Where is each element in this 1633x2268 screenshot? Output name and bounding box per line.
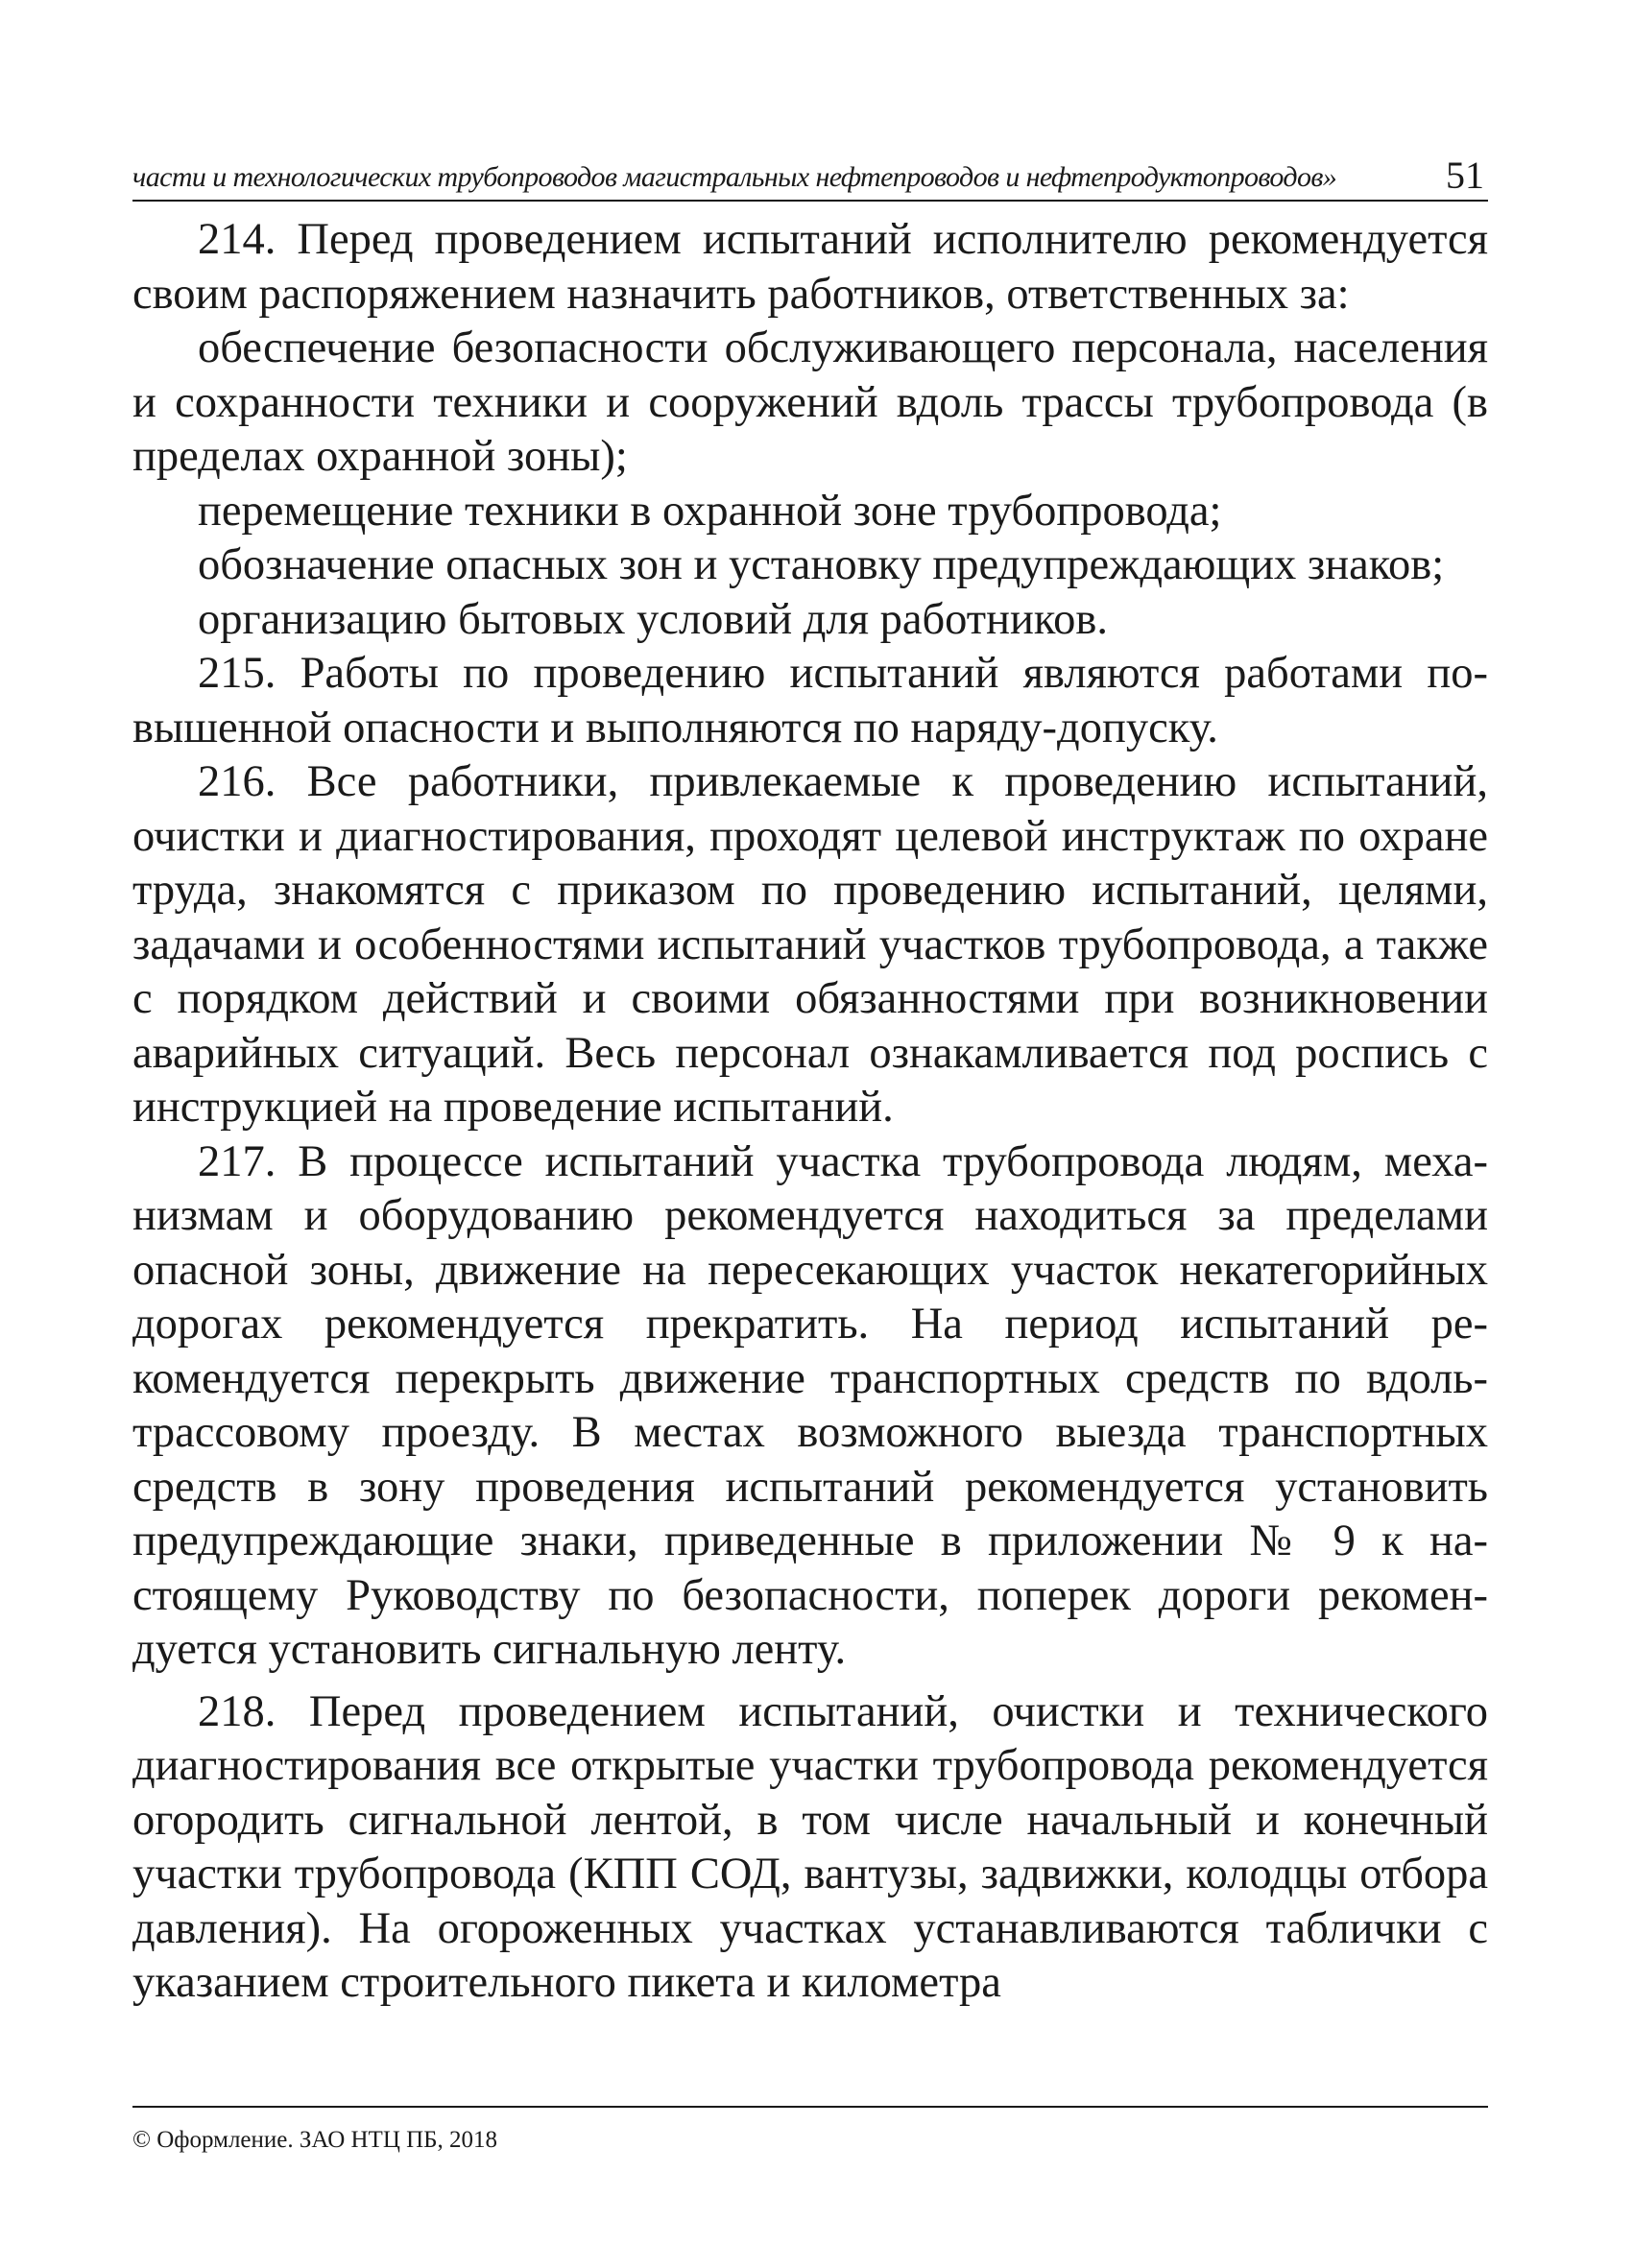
list-item-living-conditions: организацию бытовых условий для работников. [198, 594, 1108, 644]
footer-copyright: © Оформление. ЗАО НТЦ ПБ, 2018 [132, 2127, 498, 2153]
list-item-danger-zones: обозначение опасных зон и установку предупреждающих знаков; [198, 540, 1445, 589]
running-header [132, 144, 1488, 202]
paragraph-214: 214. Перед проведением испытаний исполнителю рекомендуется своим распоряжением назначить работников, ответственных за: [132, 215, 1488, 319]
paragraph-216: 216. Все работники, привлекаемые к проведению испытаний, очистки и диагностирования, проходят целевой инструктаж по охране труда, знакомятся с приказом по проведению испытаний, целями, задачами и особенностями испытаний участков трубопровода, а также с порядком действий и своими обязанностями при возникновении аварийных ситуаций. Весь персонал ознакамливается под роспись с инструкцией на проведение испытаний. [132, 757, 1488, 1132]
paragraph-217: 217. В процессе испытаний участка трубопровода людям, механизмам и оборудованию рекомендуется находиться за пределами опасной зоны, движение на пересекающих участок некатегорийных дорогах рекомендуется прекратить. На период испытаний рекомендуется перекрыть движение транспортных средств по вдольтрассовому проезду. В местах возможного выезда транспортных средств в зону проведения испытаний рекомендуется установить предупреждающие знаки, приведенные в приложении № 9 к настоящему Руководству по безопасности, поперек дороги рекомендуется установить сигнальную ленту. [132, 1136, 1488, 1674]
running-header-title: части и технологических трубопроводов магистральных нефтепроводов и нефтепродуктопроводов» [132, 161, 1337, 193]
page-footer [132, 2106, 1488, 2154]
list-item-safety: обеспечение безопасности обслуживающего персонала, населения и сохранности техники и сооружений вдоль трассы трубопровода (в пределах охранной зоны); [132, 323, 1488, 481]
paragraph-218: 218. Перед проведением испытаний, очистки и технического диагностирования все открытые участки трубопровода рекомендуется огородить сигнальной лентой, в том числе начальный и конечный участки трубопровода (КПП СОД, вантузы, задвижки, колодцы отбора давления). На огороженных участках устанавливаются таблички с указанием строительного пикета и километра [132, 1686, 1488, 2007]
paragraph-215: 215. Работы по проведению испытаний являются работами повышенной опасности и выполняются по наряду-допуску. [132, 649, 1488, 752]
list-item-equipment-movement: перемещение техники в охранной зоне трубопровода; [198, 486, 1222, 536]
body-text [132, 213, 1488, 2011]
page-number: 51 [1446, 154, 1484, 197]
